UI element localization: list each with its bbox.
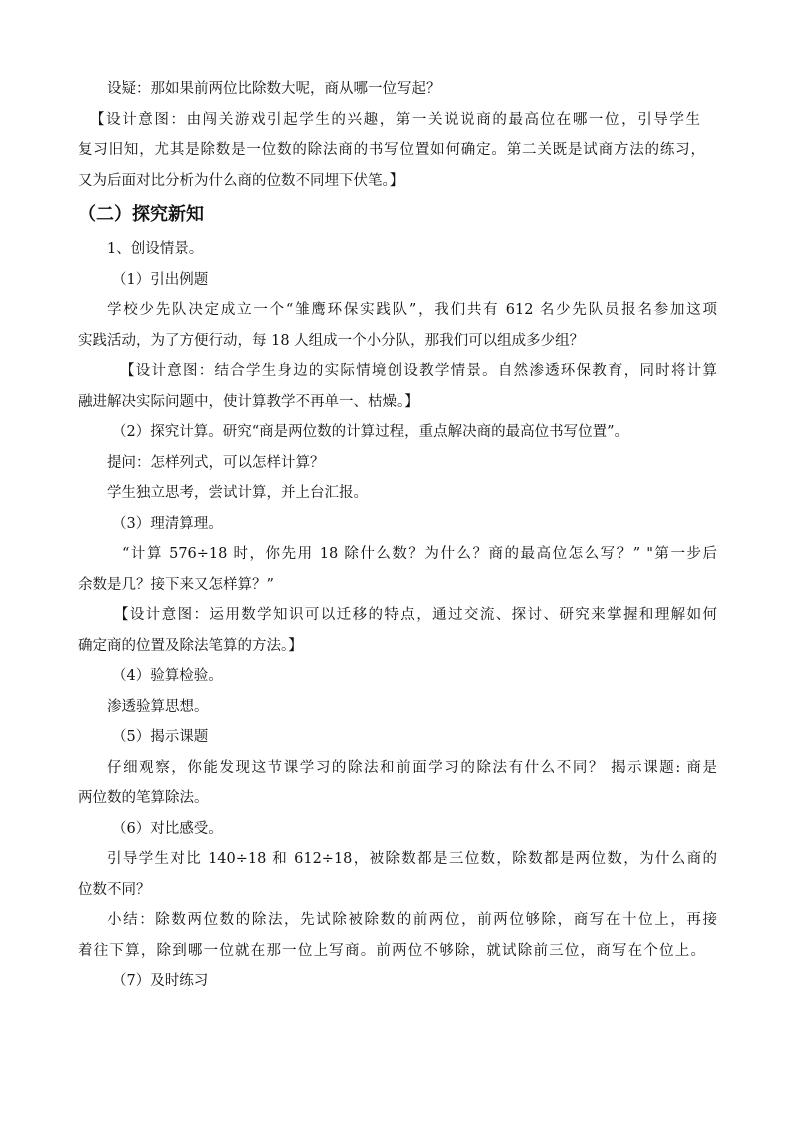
paragraph-line: 设疑：那如果前两位比除数大呢，商从哪一位写起？ (107, 81, 441, 97)
paragraph-line: 又为后面对比分析为什么商的位数不同埋下伏笔。】 (78, 172, 405, 189)
paragraph-line: 仔细观察，你能发现这节课学习的除法和前面学习的除法有什么不同？ 揭示课题: 商是 (107, 759, 717, 776)
paragraph-line: 提问：怎样列式，可以怎样计算？ (107, 454, 325, 471)
paragraph-line: 余数是几？接下来又怎样算？” (78, 576, 274, 593)
paragraph-line: “计算 576÷18 时，你先用 18 除什么数？为什么？商的最高位怎么写？” "第一步后 (122, 546, 717, 562)
design-intent-line: 【设计意图：运用数学知识可以迁移的特点，通过交流、探讨、研究来掌握和理解如何 (114, 607, 717, 623)
paragraph-line: 1、创设情景。 (107, 241, 204, 257)
paragraph-line: 学生独立思考，尝试计算，并上台汇报。 (107, 485, 368, 501)
paragraph-line: 学校少先队决定成立一个“雏鹰环保实践队”，我们共有 612 名少先队员报名参加这项 (107, 302, 717, 318)
section-heading: （二）探究新知 (78, 204, 204, 225)
design-intent-line: 【设计意图：由闯关游戏引起学生的兴趣，第一关说说商的最高位在哪一位，引导学生 (90, 111, 700, 128)
subheading-line: （5）揭示课题 (112, 729, 209, 745)
summary-line: 着往下算，除到哪一位就在那一位上写商。前两位不够除，就试除前三位，商写在个位上。 (78, 942, 705, 959)
paragraph-line: 确定商的位置及除法笔算的方法。】 (78, 637, 303, 654)
document-body (0, 74, 794, 997)
summary-line: 小结：除数两位数的除法，先试除被除数的前两位，前两位够除，商写在十位上，再接 (107, 912, 717, 928)
subheading-line: （2）探究计算。研究“商是两位数的计算过程，重点解决商的最高位书写位置”。 (112, 424, 630, 440)
paragraph-line: 渗透验算思想。 (107, 698, 209, 715)
subheading-line: （4）验算检验。 (112, 668, 223, 684)
paragraph-line: 复习旧知，尤其是除数是一位数的除法商的书写位置如何确定。第二关既是试商方法的练习， (78, 142, 705, 158)
paragraph-line: 引导学生对比 140÷18 和 612÷18，被除数都是三位数，除数都是两位数，为什么商的 (107, 851, 717, 867)
subheading-line: （1）引出例题 (112, 271, 209, 288)
paragraph-line: 融进解决实际问题中，使计算教学不再单一、枯燥。】 (78, 393, 419, 410)
design-intent-line: 【设计意图：结合学生身边的实际情境创设教学情景。自然渗透环保教育，同时将计算 (120, 363, 717, 379)
paragraph-line: 位数不同？ (78, 881, 151, 898)
subheading-line: （3）理清算理。 (112, 515, 223, 532)
subheading-line: （7）及时练习 (112, 973, 209, 989)
subheading-line: （6）对比感受。 (112, 820, 223, 837)
paragraph-line: 两位数的笔算除法。 (78, 790, 209, 806)
paragraph-line: 实践活动，为了方便行动，每 18 人组成一个小分队，那我们可以组成多少组？ (78, 332, 585, 349)
